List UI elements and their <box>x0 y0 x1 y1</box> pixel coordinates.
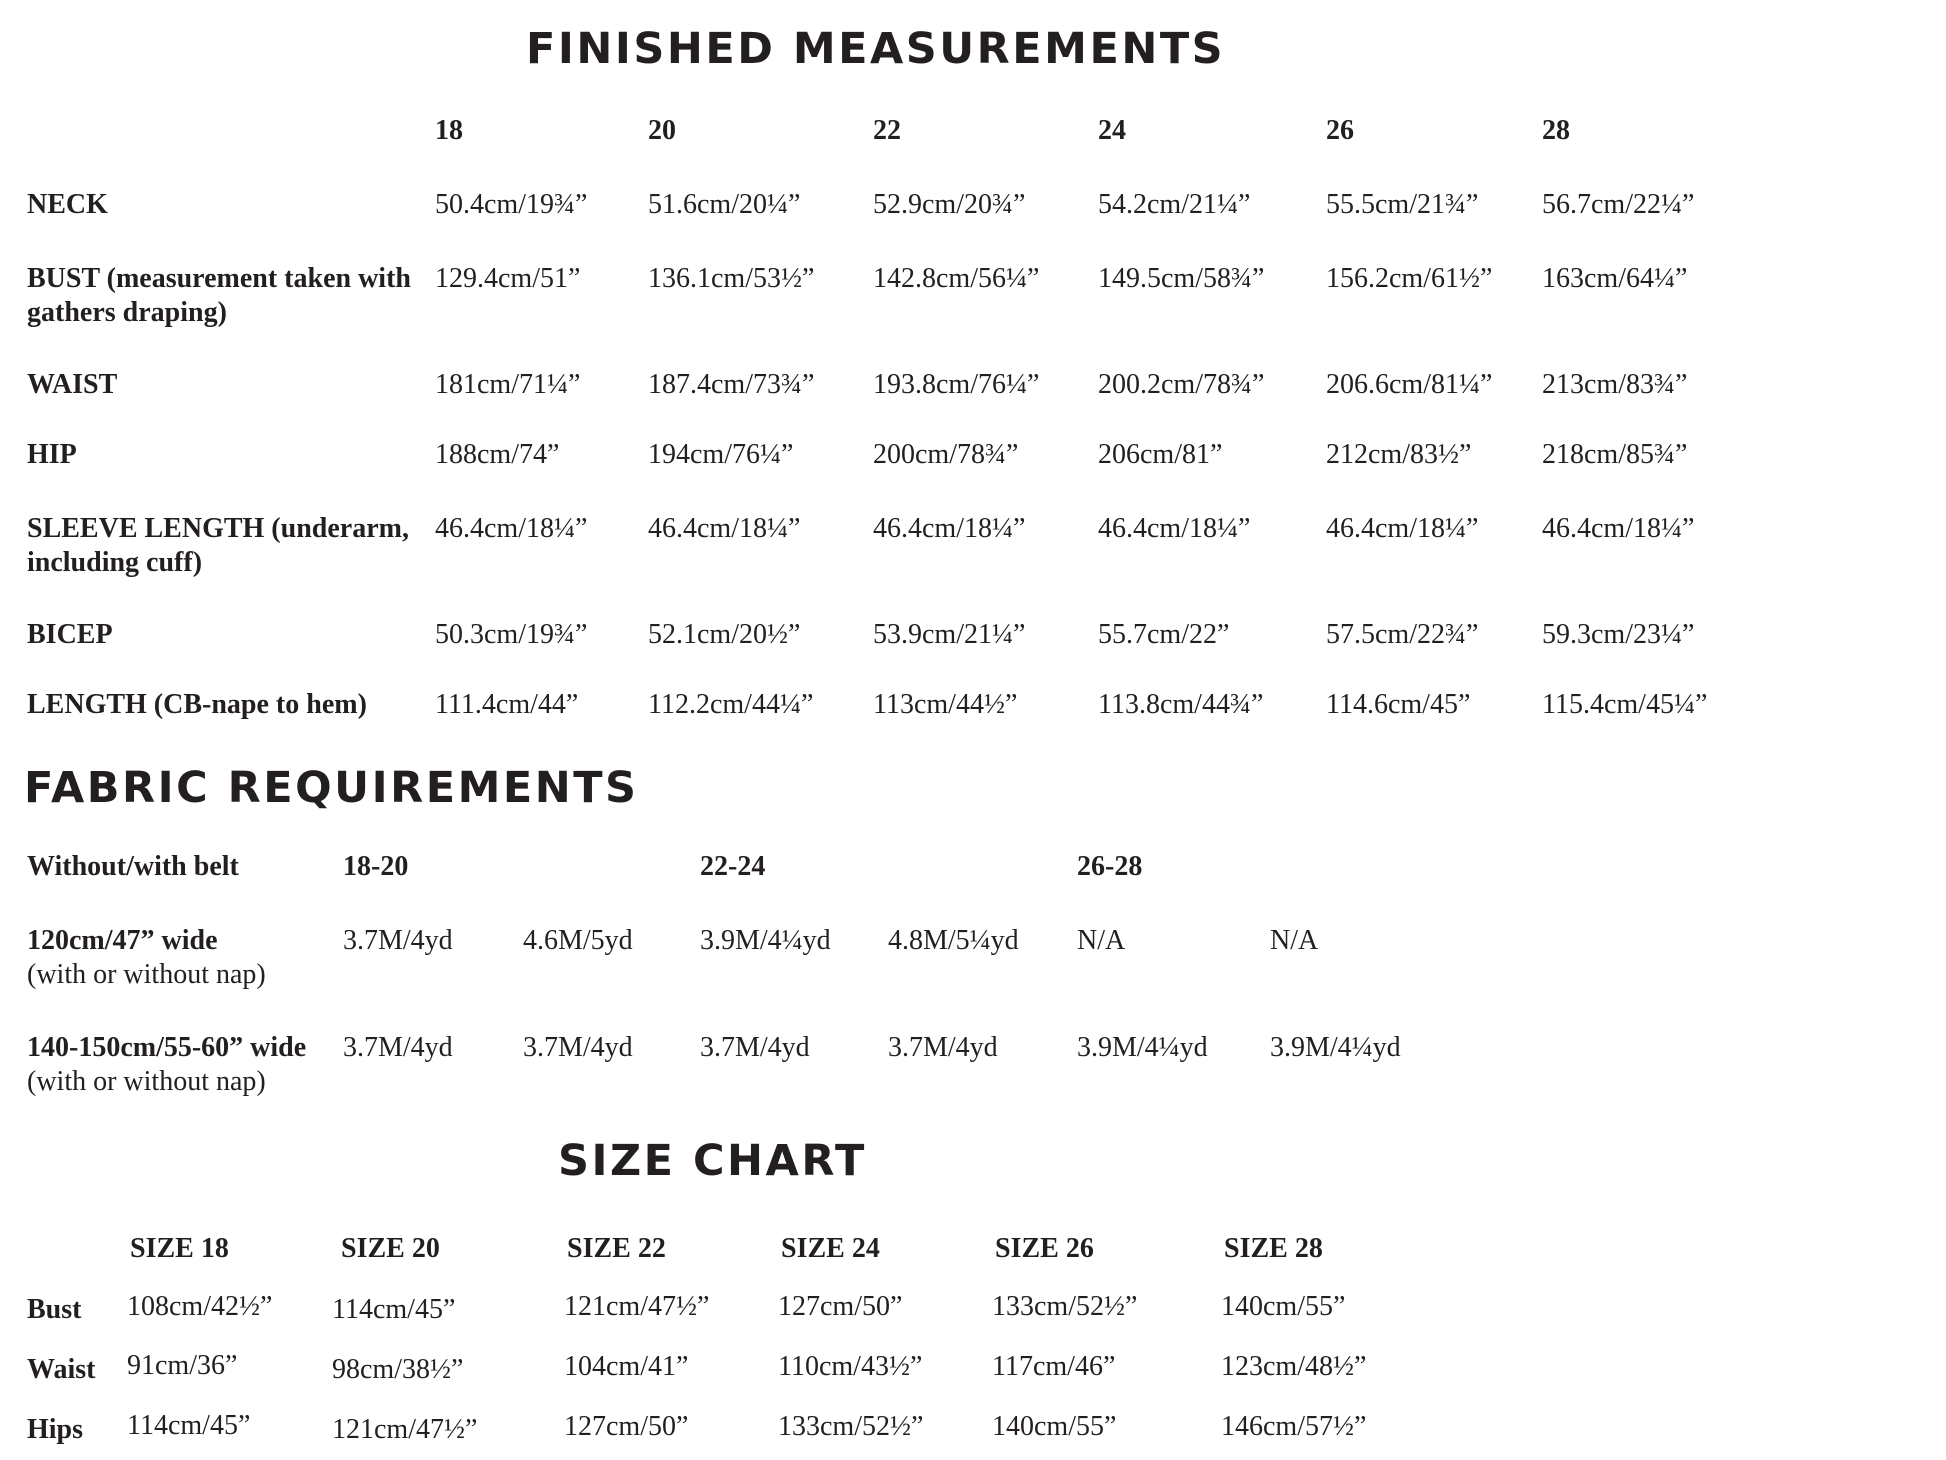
table-cell: 113.8cm/44¾” <box>1098 689 1264 720</box>
size-header: SIZE 28 <box>1224 1233 1323 1264</box>
table-cell: 181cm/71¼” <box>435 369 581 400</box>
table-cell: 114cm/45” <box>127 1410 251 1441</box>
table-cell: 104cm/41” <box>564 1351 689 1382</box>
table-cell: 46.4cm/18¼” <box>1326 513 1479 544</box>
size-header: 20 <box>648 115 676 146</box>
fabric-row-label: 140-150cm/55-60” wide (with or without nap) <box>27 1032 307 1097</box>
table-cell: 110cm/43½” <box>778 1351 923 1382</box>
table-cell: 55.5cm/21¾” <box>1326 189 1479 220</box>
row-label-bicep: BICEP <box>27 619 113 650</box>
table-cell: 127cm/50” <box>778 1291 903 1322</box>
size-header: 24 <box>1098 115 1126 146</box>
table-cell: 3.9M/4¼yd <box>1270 1032 1401 1063</box>
table-cell: 114.6cm/45” <box>1326 689 1471 720</box>
table-cell: 212cm/83½” <box>1326 439 1472 470</box>
row-label-sleeve-length: SLEEVE LENGTH (underarm, including cuff) <box>27 513 409 578</box>
table-cell: 121cm/47½” <box>332 1414 478 1445</box>
table-cell: 50.4cm/19¾” <box>435 189 588 220</box>
table-cell: 54.2cm/21¼” <box>1098 189 1251 220</box>
table-cell: 55.7cm/22” <box>1098 619 1230 650</box>
table-cell: 46.4cm/18¼” <box>435 513 588 544</box>
table-cell: 3.7M/4yd <box>523 1032 633 1063</box>
table-cell: 46.4cm/18¼” <box>1542 513 1695 544</box>
size-header: 22 <box>873 115 901 146</box>
table-cell: 3.7M/4yd <box>700 1032 810 1063</box>
fabric-row-label: 120cm/47” wide (with or without nap) <box>27 925 266 990</box>
fabric-requirements-title: FABRIC REQUIREMENTS <box>24 763 639 813</box>
table-cell: 117cm/46” <box>992 1351 1116 1382</box>
fabric-header-label: Without/with belt <box>27 851 239 882</box>
table-cell: 114cm/45” <box>332 1294 456 1325</box>
table-cell: 142.8cm/56¼” <box>873 263 1040 294</box>
table-cell: 163cm/64¼” <box>1542 263 1688 294</box>
table-cell: 52.1cm/20½” <box>648 619 801 650</box>
table-cell: 136.1cm/53½” <box>648 263 815 294</box>
table-cell: 53.9cm/21¼” <box>873 619 1026 650</box>
table-cell: 111.4cm/44” <box>435 689 579 720</box>
table-cell: 112.2cm/44¼” <box>648 689 814 720</box>
size-header: 18 <box>435 115 463 146</box>
table-cell: 4.8M/5¼yd <box>888 925 1019 956</box>
table-cell: 3.9M/4¼yd <box>700 925 831 956</box>
size-header: SIZE 20 <box>341 1233 440 1264</box>
table-cell: 149.5cm/58¾” <box>1098 263 1265 294</box>
row-label-bust: BUST (measurement taken with gathers draping) <box>27 263 411 328</box>
row-label-neck: NECK <box>27 189 108 220</box>
table-cell: 156.2cm/61½” <box>1326 263 1493 294</box>
size-chart-title: SIZE CHART <box>558 1136 867 1186</box>
table-cell: 127cm/50” <box>564 1411 689 1442</box>
table-cell: 3.7M/4yd <box>343 1032 453 1063</box>
row-label-bust: Bust <box>27 1294 82 1325</box>
table-cell: 3.7M/4yd <box>343 925 453 956</box>
table-cell: 3.7M/4yd <box>888 1032 998 1063</box>
table-cell: 52.9cm/20¾” <box>873 189 1026 220</box>
table-cell: 206.6cm/81¼” <box>1326 369 1493 400</box>
size-header: SIZE 18 <box>130 1233 229 1264</box>
table-cell: 213cm/83¾” <box>1542 369 1688 400</box>
table-cell: 146cm/57½” <box>1221 1411 1367 1442</box>
table-cell: 218cm/85¾” <box>1542 439 1688 470</box>
table-cell: 91cm/36” <box>127 1350 238 1381</box>
table-cell: 57.5cm/22¾” <box>1326 619 1479 650</box>
size-group-header: 22-24 <box>700 851 766 882</box>
size-group-header: 26-28 <box>1077 851 1143 882</box>
table-cell: 133cm/52½” <box>992 1291 1138 1322</box>
table-cell: 188cm/74” <box>435 439 560 470</box>
size-header: SIZE 22 <box>567 1233 666 1264</box>
table-cell: 129.4cm/51” <box>435 263 581 294</box>
table-cell: 59.3cm/23¼” <box>1542 619 1695 650</box>
table-cell: 193.8cm/76¼” <box>873 369 1040 400</box>
table-cell: 56.7cm/22¼” <box>1542 189 1695 220</box>
table-cell: 123cm/48½” <box>1221 1351 1367 1382</box>
row-label-waist: WAIST <box>27 369 118 400</box>
table-cell: 108cm/42½” <box>127 1291 273 1322</box>
table-cell: 133cm/52½” <box>778 1411 924 1442</box>
finished-measurements-title: FINISHED MEASUREMENTS <box>526 24 1226 74</box>
table-cell: 46.4cm/18¼” <box>1098 513 1251 544</box>
table-cell: 3.9M/4¼yd <box>1077 1032 1208 1063</box>
table-cell: 206cm/81” <box>1098 439 1223 470</box>
table-cell: 50.3cm/19¾” <box>435 619 588 650</box>
size-header: SIZE 24 <box>781 1233 880 1264</box>
table-cell: 200.2cm/78¾” <box>1098 369 1265 400</box>
table-cell: 140cm/55” <box>992 1411 1117 1442</box>
table-cell: 187.4cm/73¾” <box>648 369 815 400</box>
size-group-header: 18-20 <box>343 851 409 882</box>
table-cell: 46.4cm/18¼” <box>648 513 801 544</box>
table-cell: 140cm/55” <box>1221 1291 1346 1322</box>
table-cell: 194cm/76¼” <box>648 439 794 470</box>
table-cell: N/A <box>1077 925 1126 956</box>
table-cell: 4.6M/5yd <box>523 925 633 956</box>
table-cell: 51.6cm/20¼” <box>648 189 801 220</box>
size-header: SIZE 26 <box>995 1233 1094 1264</box>
row-label-waist: Waist <box>27 1354 96 1385</box>
table-cell: N/A <box>1270 925 1319 956</box>
size-header: 28 <box>1542 115 1570 146</box>
table-cell: 121cm/47½” <box>564 1291 710 1322</box>
row-label-hips: Hips <box>27 1414 84 1445</box>
table-cell: 115.4cm/45¼” <box>1542 689 1708 720</box>
table-cell: 113cm/44½” <box>873 689 1018 720</box>
size-header: 26 <box>1326 115 1354 146</box>
table-cell: 46.4cm/18¼” <box>873 513 1026 544</box>
row-label-length: LENGTH (CB-nape to hem) <box>27 689 367 720</box>
row-label-hip: HIP <box>27 439 77 470</box>
table-cell: 98cm/38½” <box>332 1354 464 1385</box>
table-cell: 200cm/78¾” <box>873 439 1019 470</box>
